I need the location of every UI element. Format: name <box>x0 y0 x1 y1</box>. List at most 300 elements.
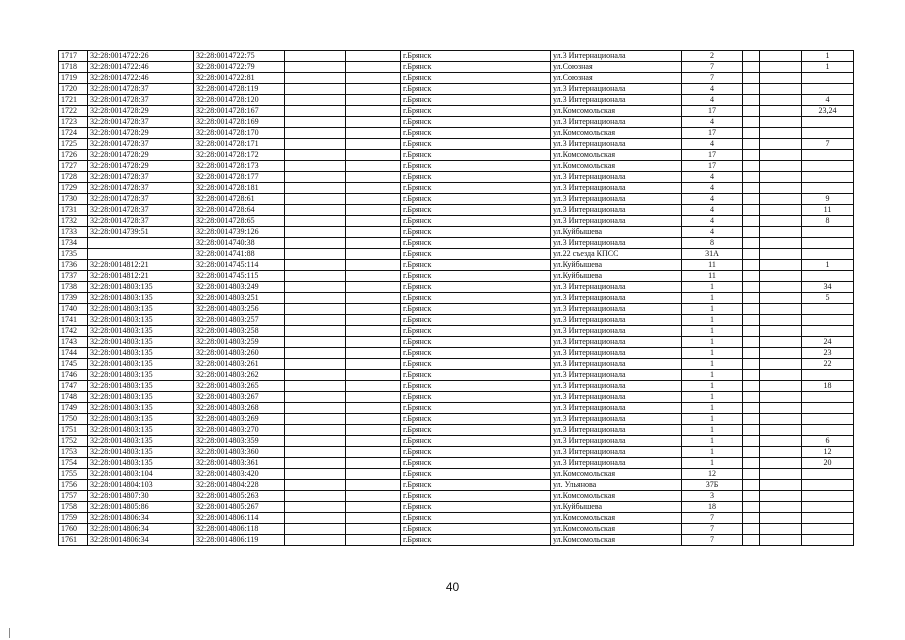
cell-col4 <box>285 535 346 546</box>
cell-col9 <box>743 469 760 480</box>
cell-house: 1 <box>682 414 743 425</box>
cell-col10 <box>760 370 802 381</box>
cell-house: 4 <box>682 183 743 194</box>
cell-number: 1756 <box>59 480 88 491</box>
cell-street: ул.3 Интернационала <box>551 392 682 403</box>
cell-street: ул.3 Интернационала <box>551 436 682 447</box>
cell-street: ул.Комсомольская <box>551 150 682 161</box>
cell-house: 17 <box>682 106 743 117</box>
cell-street: ул.3 Интернационала <box>551 139 682 150</box>
cell-house: 4 <box>682 227 743 238</box>
cell-col4 <box>285 73 346 84</box>
cell-number: 1727 <box>59 161 88 172</box>
cell-col5 <box>346 249 401 260</box>
cell-street: ул.Комсомольская <box>551 491 682 502</box>
cell-cadastral-object: 32:28:0014722:79 <box>194 62 285 73</box>
cell-col4 <box>285 348 346 359</box>
cell-apartment: 18 <box>802 381 854 392</box>
cell-number: 1738 <box>59 282 88 293</box>
cell-cadastral-parcel <box>88 249 194 260</box>
cell-col10 <box>760 73 802 84</box>
cell-col5 <box>346 106 401 117</box>
cell-street: ул.3 Интернационала <box>551 51 682 62</box>
cell-locality: г.Брянск <box>401 51 551 62</box>
cell-locality: г.Брянск <box>401 227 551 238</box>
cell-locality: г.Брянск <box>401 117 551 128</box>
cell-cadastral-parcel: 32:28:0014728:37 <box>88 194 194 205</box>
cell-street: ул.Комсомольская <box>551 524 682 535</box>
cell-street: ул.Куйбышева <box>551 227 682 238</box>
cell-number: 1747 <box>59 381 88 392</box>
table-row <box>59 161 854 172</box>
cell-col10 <box>760 447 802 458</box>
cell-cadastral-object: 32:28:0014741:88 <box>194 249 285 260</box>
cell-number: 1739 <box>59 293 88 304</box>
cell-col10 <box>760 84 802 95</box>
cell-locality: г.Брянск <box>401 161 551 172</box>
cell-cadastral-object: 32:28:0014803:420 <box>194 469 285 480</box>
cell-apartment <box>802 513 854 524</box>
cell-cadastral-parcel: 32:28:0014803:104 <box>88 469 194 480</box>
cell-apartment <box>802 271 854 282</box>
cell-col10 <box>760 205 802 216</box>
cell-cadastral-parcel: 32:28:0014803:135 <box>88 403 194 414</box>
cell-street: ул.Комсомольская <box>551 513 682 524</box>
cell-cadastral-object: 32:28:0014803:265 <box>194 381 285 392</box>
cell-col5 <box>346 282 401 293</box>
cell-cadastral-parcel: 32:28:0014722:26 <box>88 51 194 62</box>
cell-col5 <box>346 469 401 480</box>
cell-col5 <box>346 260 401 271</box>
cell-col9 <box>743 293 760 304</box>
cell-col5 <box>346 84 401 95</box>
cell-cadastral-parcel: 32:28:0014728:37 <box>88 139 194 150</box>
cell-number: 1737 <box>59 271 88 282</box>
cell-col4 <box>285 216 346 227</box>
cell-number: 1726 <box>59 150 88 161</box>
cell-apartment: 4 <box>802 95 854 106</box>
cell-col10 <box>760 425 802 436</box>
cell-col4 <box>285 425 346 436</box>
cell-col4 <box>285 150 346 161</box>
cell-street: ул.3 Интернационала <box>551 216 682 227</box>
table-row <box>59 337 854 348</box>
cell-apartment <box>802 172 854 183</box>
cell-street: ул.Комсомольская <box>551 535 682 546</box>
cell-house: 1 <box>682 381 743 392</box>
cell-col4 <box>285 62 346 73</box>
cell-house: 17 <box>682 161 743 172</box>
cell-apartment <box>802 304 854 315</box>
cell-street: ул.Комсомольская <box>551 161 682 172</box>
cell-house: 1 <box>682 403 743 414</box>
cell-number: 1721 <box>59 95 88 106</box>
cell-col10 <box>760 414 802 425</box>
cell-col4 <box>285 513 346 524</box>
cell-number: 1753 <box>59 447 88 458</box>
cell-apartment: 7 <box>802 139 854 150</box>
table-row <box>59 304 854 315</box>
cell-col9 <box>743 194 760 205</box>
cell-house: 17 <box>682 150 743 161</box>
cell-col10 <box>760 359 802 370</box>
cell-col9 <box>743 172 760 183</box>
cell-col4 <box>285 480 346 491</box>
cell-col9 <box>743 370 760 381</box>
cell-cadastral-object: 32:28:0014803:360 <box>194 447 285 458</box>
cell-number: 1744 <box>59 348 88 359</box>
cell-house: 2 <box>682 51 743 62</box>
cell-col4 <box>285 337 346 348</box>
cell-col4 <box>285 458 346 469</box>
scan-edge-mark <box>9 628 10 638</box>
cell-col5 <box>346 194 401 205</box>
cell-col5 <box>346 414 401 425</box>
cell-locality: г.Брянск <box>401 326 551 337</box>
cell-locality: г.Брянск <box>401 95 551 106</box>
cell-locality: г.Брянск <box>401 62 551 73</box>
cell-col10 <box>760 51 802 62</box>
cell-cadastral-parcel: 32:28:0014728:29 <box>88 161 194 172</box>
cell-house: 1 <box>682 436 743 447</box>
table-row <box>59 480 854 491</box>
cell-col9 <box>743 392 760 403</box>
cell-locality: г.Брянск <box>401 381 551 392</box>
cell-locality: г.Брянск <box>401 84 551 95</box>
cell-col5 <box>346 62 401 73</box>
cell-cadastral-object: 32:28:0014728:172 <box>194 150 285 161</box>
cell-col5 <box>346 205 401 216</box>
cell-col5 <box>346 139 401 150</box>
cell-locality: г.Брянск <box>401 205 551 216</box>
cell-col10 <box>760 403 802 414</box>
cell-col10 <box>760 161 802 172</box>
cell-apartment <box>802 238 854 249</box>
cell-cadastral-parcel: 32:28:0014803:135 <box>88 326 194 337</box>
cell-apartment <box>802 414 854 425</box>
cell-number: 1743 <box>59 337 88 348</box>
cell-apartment: 12 <box>802 447 854 458</box>
cell-col10 <box>760 348 802 359</box>
cell-house: 1 <box>682 370 743 381</box>
cell-col10 <box>760 458 802 469</box>
cell-cadastral-parcel: 32:28:0014728:37 <box>88 117 194 128</box>
cell-apartment <box>802 491 854 502</box>
cell-cadastral-object: 32:28:0014740:38 <box>194 238 285 249</box>
cell-col5 <box>346 51 401 62</box>
cell-col4 <box>285 161 346 172</box>
cell-street: ул.Союзная <box>551 73 682 84</box>
cell-col4 <box>285 238 346 249</box>
cell-col4 <box>285 502 346 513</box>
cell-apartment: 22 <box>802 359 854 370</box>
cell-cadastral-parcel: 32:28:0014728:29 <box>88 150 194 161</box>
cell-cadastral-object: 32:28:0014722:75 <box>194 51 285 62</box>
cell-cadastral-parcel: 32:28:0014803:135 <box>88 337 194 348</box>
cell-number: 1717 <box>59 51 88 62</box>
table-row <box>59 183 854 194</box>
cell-cadastral-parcel: 32:28:0014803:135 <box>88 348 194 359</box>
cell-col4 <box>285 304 346 315</box>
cell-cadastral-parcel: 32:28:0014722:46 <box>88 62 194 73</box>
cell-locality: г.Брянск <box>401 216 551 227</box>
table-row <box>59 425 854 436</box>
cell-col5 <box>346 535 401 546</box>
cell-col4 <box>285 282 346 293</box>
table-row <box>59 392 854 403</box>
cell-col9 <box>743 238 760 249</box>
cell-col10 <box>760 304 802 315</box>
cell-house: 1 <box>682 458 743 469</box>
cell-number: 1751 <box>59 425 88 436</box>
cell-apartment: 8 <box>802 216 854 227</box>
table-row <box>59 271 854 282</box>
cell-col5 <box>346 480 401 491</box>
cell-apartment <box>802 480 854 491</box>
cell-number: 1748 <box>59 392 88 403</box>
cell-street: ул.3 Интернационала <box>551 183 682 194</box>
cell-col10 <box>760 172 802 183</box>
cell-house: 4 <box>682 205 743 216</box>
cell-col10 <box>760 139 802 150</box>
cell-house: 3 <box>682 491 743 502</box>
cell-locality: г.Брянск <box>401 414 551 425</box>
table-row <box>59 381 854 392</box>
cell-col10 <box>760 260 802 271</box>
cell-col9 <box>743 447 760 458</box>
cell-house: 7 <box>682 524 743 535</box>
cell-col4 <box>285 84 346 95</box>
cell-apartment <box>802 315 854 326</box>
cell-house: 12 <box>682 469 743 480</box>
cell-col4 <box>285 392 346 403</box>
cell-number: 1741 <box>59 315 88 326</box>
cell-col4 <box>285 414 346 425</box>
cell-col10 <box>760 337 802 348</box>
table-row <box>59 447 854 458</box>
cell-street: ул.Куйбышева <box>551 271 682 282</box>
cell-col10 <box>760 150 802 161</box>
cell-number: 1758 <box>59 502 88 513</box>
cell-locality: г.Брянск <box>401 502 551 513</box>
cell-house: 1 <box>682 293 743 304</box>
table-row <box>59 315 854 326</box>
cell-apartment <box>802 392 854 403</box>
cell-col9 <box>743 304 760 315</box>
cell-apartment <box>802 403 854 414</box>
cell-col10 <box>760 480 802 491</box>
cell-cadastral-object: 32:28:0014803:270 <box>194 425 285 436</box>
cell-cadastral-object: 32:28:0014803:260 <box>194 348 285 359</box>
cell-apartment <box>802 524 854 535</box>
cell-street: ул.Куйбышева <box>551 260 682 271</box>
cell-col9 <box>743 337 760 348</box>
cell-locality: г.Брянск <box>401 183 551 194</box>
cell-locality: г.Брянск <box>401 238 551 249</box>
cell-locality: г.Брянск <box>401 139 551 150</box>
cell-house: 18 <box>682 502 743 513</box>
cell-cadastral-parcel: 32:28:0014803:135 <box>88 414 194 425</box>
cell-street: ул.3 Интернационала <box>551 381 682 392</box>
cell-house: 1 <box>682 337 743 348</box>
cell-street: ул.3 Интернационала <box>551 282 682 293</box>
cell-cadastral-object: 32:28:0014803:261 <box>194 359 285 370</box>
cell-locality: г.Брянск <box>401 513 551 524</box>
cell-house: 1 <box>682 348 743 359</box>
cell-locality: г.Брянск <box>401 172 551 183</box>
cell-col9 <box>743 491 760 502</box>
cell-street: ул.Комсомольская <box>551 128 682 139</box>
cell-col10 <box>760 469 802 480</box>
cell-cadastral-object: 32:28:0014728:170 <box>194 128 285 139</box>
cell-col4 <box>285 260 346 271</box>
cell-col9 <box>743 117 760 128</box>
cell-col4 <box>285 436 346 447</box>
cell-street: ул.3 Интернационала <box>551 370 682 381</box>
cell-col5 <box>346 447 401 458</box>
cell-number: 1724 <box>59 128 88 139</box>
cell-cadastral-object: 32:28:0014728:120 <box>194 95 285 106</box>
cell-house: 17 <box>682 128 743 139</box>
cell-house: 1 <box>682 447 743 458</box>
cell-col4 <box>285 95 346 106</box>
cell-apartment: 11 <box>802 205 854 216</box>
cell-cadastral-object: 32:28:0014728:65 <box>194 216 285 227</box>
cell-col5 <box>346 161 401 172</box>
cell-col10 <box>760 194 802 205</box>
table-row <box>59 227 854 238</box>
cell-col5 <box>346 436 401 447</box>
cell-col10 <box>760 128 802 139</box>
cell-col9 <box>743 271 760 282</box>
cell-col10 <box>760 62 802 73</box>
cell-col9 <box>743 381 760 392</box>
cell-cadastral-object: 32:28:0014745:115 <box>194 271 285 282</box>
table-row <box>59 414 854 425</box>
cell-cadastral-object: 32:28:0014728:167 <box>194 106 285 117</box>
cell-cadastral-parcel: 32:28:0014728:29 <box>88 106 194 117</box>
cell-locality: г.Брянск <box>401 524 551 535</box>
cell-house: 1 <box>682 315 743 326</box>
cell-cadastral-parcel: 32:28:0014803:135 <box>88 392 194 403</box>
cell-cadastral-parcel: 32:28:0014728:37 <box>88 205 194 216</box>
cell-apartment: 6 <box>802 436 854 447</box>
cell-locality: г.Брянск <box>401 304 551 315</box>
cell-cadastral-parcel: 32:28:0014803:135 <box>88 458 194 469</box>
cell-cadastral-parcel: 32:28:0014803:135 <box>88 447 194 458</box>
cell-locality: г.Брянск <box>401 491 551 502</box>
cell-col9 <box>743 260 760 271</box>
cell-col9 <box>743 315 760 326</box>
table-row <box>59 139 854 150</box>
cell-apartment <box>802 326 854 337</box>
cell-street: ул.3 Интернационала <box>551 172 682 183</box>
cell-apartment: 5 <box>802 293 854 304</box>
cell-cadastral-parcel: 32:28:0014728:37 <box>88 216 194 227</box>
cell-col9 <box>743 436 760 447</box>
cell-locality: г.Брянск <box>401 293 551 304</box>
cell-col5 <box>346 502 401 513</box>
cell-col9 <box>743 216 760 227</box>
cell-locality: г.Брянск <box>401 436 551 447</box>
cell-cadastral-object: 32:28:0014728:177 <box>194 172 285 183</box>
cell-cadastral-object: 32:28:0014803:258 <box>194 326 285 337</box>
table-body <box>59 51 854 546</box>
cell-street: ул.3 Интернационала <box>551 414 682 425</box>
cell-col10 <box>760 502 802 513</box>
cell-col9 <box>743 348 760 359</box>
cell-col5 <box>346 348 401 359</box>
cell-number: 1755 <box>59 469 88 480</box>
cell-col5 <box>346 513 401 524</box>
cell-apartment <box>802 469 854 480</box>
cell-street: ул.3 Интернационала <box>551 117 682 128</box>
cell-col9 <box>743 51 760 62</box>
cell-cadastral-object: 32:28:0014728:119 <box>194 84 285 95</box>
table-row <box>59 293 854 304</box>
cell-apartment <box>802 161 854 172</box>
cell-cadastral-parcel: 32:28:0014739:51 <box>88 227 194 238</box>
cell-col5 <box>346 403 401 414</box>
cell-locality: г.Брянск <box>401 282 551 293</box>
cell-col5 <box>346 150 401 161</box>
table-row <box>59 348 854 359</box>
cell-col5 <box>346 95 401 106</box>
cell-cadastral-object: 32:28:0014803:251 <box>194 293 285 304</box>
cell-col9 <box>743 414 760 425</box>
cell-cadastral-object: 32:28:0014728:64 <box>194 205 285 216</box>
cell-number: 1720 <box>59 84 88 95</box>
cell-cadastral-object: 32:28:0014803:259 <box>194 337 285 348</box>
cell-number: 1722 <box>59 106 88 117</box>
cell-col9 <box>743 128 760 139</box>
cell-col9 <box>743 84 760 95</box>
cell-col5 <box>346 117 401 128</box>
cell-col4 <box>285 447 346 458</box>
cell-locality: г.Брянск <box>401 425 551 436</box>
cell-apartment: 24 <box>802 337 854 348</box>
cell-cadastral-parcel: 32:28:0014728:37 <box>88 95 194 106</box>
cell-col5 <box>346 458 401 469</box>
table-row <box>59 535 854 546</box>
cell-street: ул.22 съезда КПСС <box>551 249 682 260</box>
cell-locality: г.Брянск <box>401 271 551 282</box>
cell-apartment: 1 <box>802 62 854 73</box>
cell-col4 <box>285 205 346 216</box>
cell-col5 <box>346 304 401 315</box>
table-row <box>59 458 854 469</box>
table-row <box>59 436 854 447</box>
cell-col5 <box>346 216 401 227</box>
cell-cadastral-object: 32:28:0014728:181 <box>194 183 285 194</box>
cell-col10 <box>760 183 802 194</box>
cell-cadastral-object: 32:28:0014728:173 <box>194 161 285 172</box>
cell-locality: г.Брянск <box>401 403 551 414</box>
table-row <box>59 260 854 271</box>
cell-col9 <box>743 95 760 106</box>
page-number: 40 <box>445 580 460 594</box>
cell-house: 1 <box>682 425 743 436</box>
table-row <box>59 513 854 524</box>
cell-cadastral-object: 32:28:0014728:61 <box>194 194 285 205</box>
cell-col10 <box>760 216 802 227</box>
cell-col5 <box>346 425 401 436</box>
cell-cadastral-parcel: 32:28:0014803:135 <box>88 370 194 381</box>
cell-col10 <box>760 392 802 403</box>
cell-col10 <box>760 436 802 447</box>
cell-cadastral-parcel: 32:28:0014803:135 <box>88 282 194 293</box>
cell-cadastral-object: 32:28:0014728:169 <box>194 117 285 128</box>
